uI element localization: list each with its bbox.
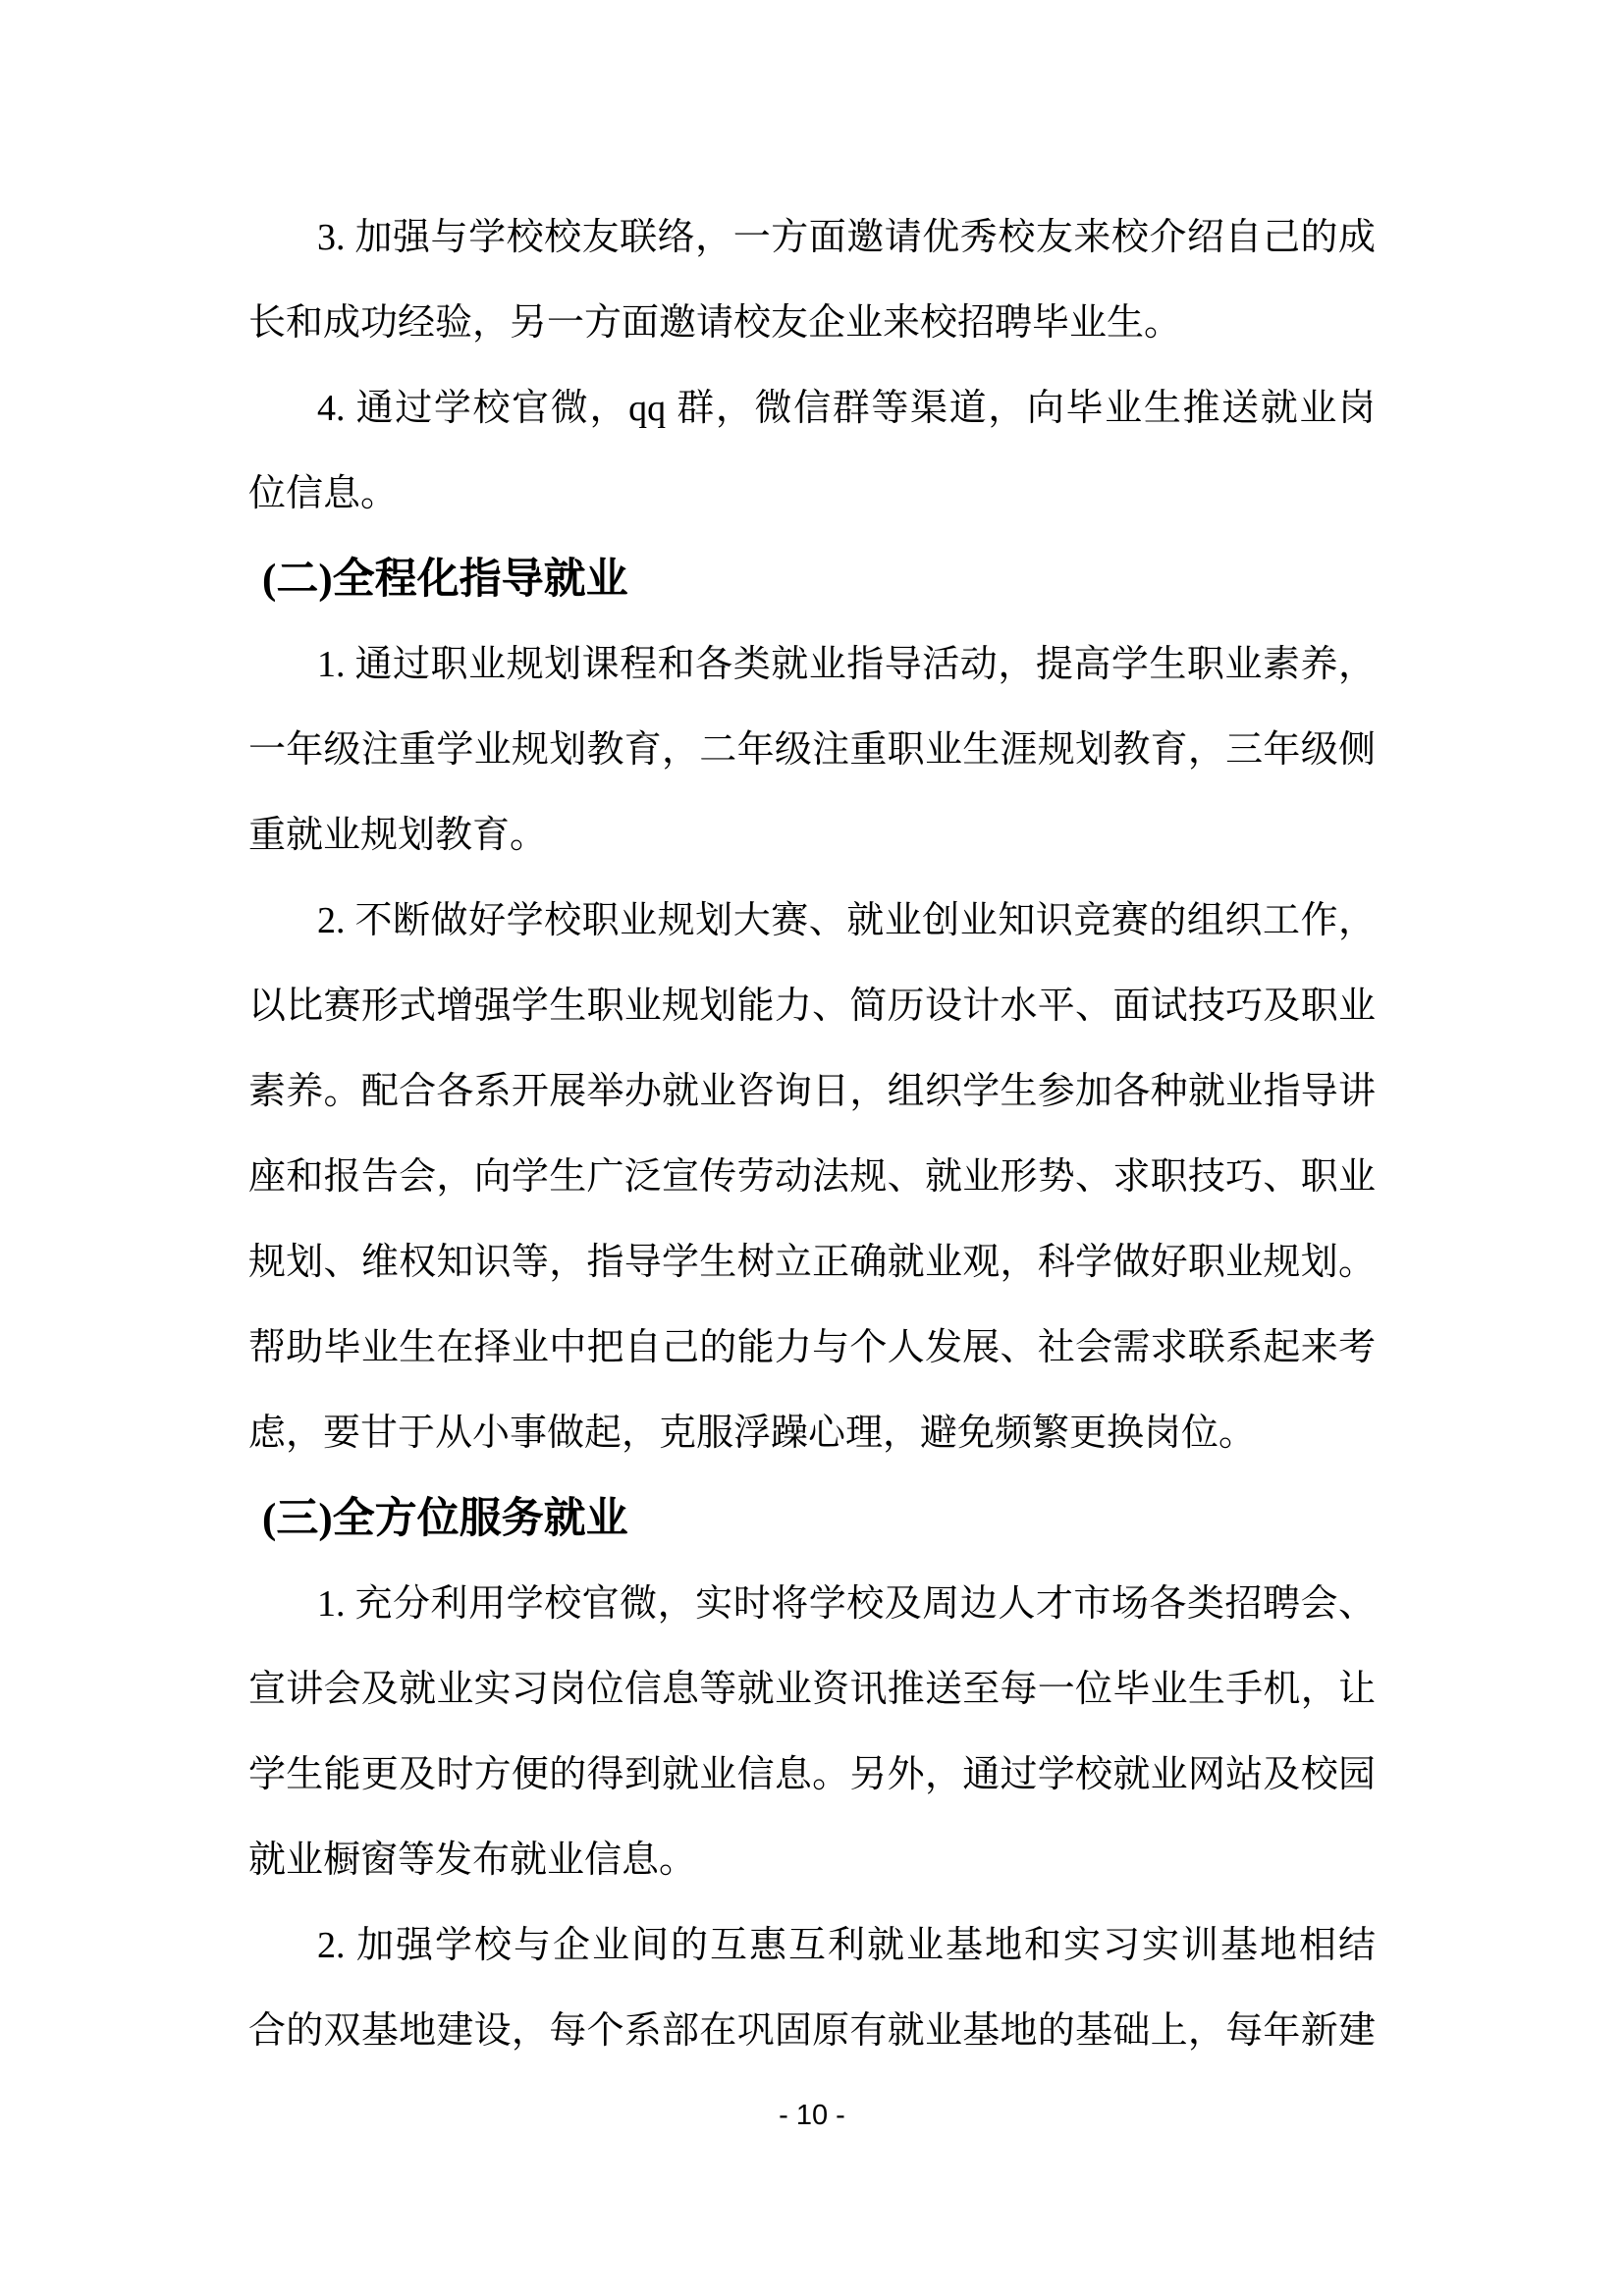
text-line: 虑，要甘于从小事做起，克服浮躁心理，避免频繁更换岗位。 [248,1413,1257,1454]
text-line: 以比赛形式增强学生职业规划能力、简历设计水平、面试技巧及职业 [248,986,1376,1027]
text-line: 帮助毕业生在择业中把自己的能力与个人发展、社会需求联系起来考 [248,1327,1376,1368]
text-line: 素养。配合各系开展举办就业咨询日，组织学生参加各种就业指导讲 [248,1071,1376,1112]
page-number: - 10 - [779,2100,845,2131]
text-line: 2. 加强学校与企业间的互惠互利就业基地和实习实训基地相结 [317,1925,1376,1966]
text-line: 1. 充分利用学校官微，实时将学校及周边人才市场各类招聘会、 [317,1583,1376,1625]
text-line: 长和成功经验，另一方面邀请校友企业来校招聘毕业生。 [248,302,1182,344]
text-line: 1. 通过职业规划课程和各类就业指导活动，提高学生职业素养， [317,644,1376,685]
section-heading: (二)全程化指导就业 [262,557,628,603]
text-line: 一年级注重学业规划教育，二年级注重职业生涯规划教育，三年级侧 [248,729,1376,771]
text-line: 重就业规划教育。 [248,815,548,856]
text-line: 位信息。 [248,473,399,514]
text-line: 就业橱窗等发布就业信息。 [248,1840,697,1881]
text-line: 合的双基地建设，每个系部在巩固原有就业基地的基础上，每年新建 [248,2010,1376,2052]
text-line: 座和报告会，向学生广泛宣传劳动法规、就业形势、求职技巧、职业 [248,1156,1376,1198]
text-line: 4. 通过学校官微，qq 群，微信群等渠道，向毕业生推送就业岗 [317,388,1376,429]
text-line: 2. 不断做好学校职业规划大赛、就业创业知识竞赛的组织工作， [317,900,1376,941]
text-line: 3. 加强与学校校友联络，一方面邀请优秀校友来校介绍自己的成 [317,217,1376,258]
text-line: 学生能更及时方便的得到就业信息。另外，通过学校就业网站及校园 [248,1754,1376,1795]
text-line: 规划、维权知识等，指导学生树立正确就业观，科学做好职业规划。 [248,1242,1376,1283]
text-line: 宣讲会及就业实习岗位信息等就业资讯推送至每一位毕业生手机，让 [248,1669,1376,1710]
page-footer [248,2094,1376,2137]
page-content [248,195,1376,2074]
section-heading: (三)全方位服务就业 [262,1496,628,1542]
